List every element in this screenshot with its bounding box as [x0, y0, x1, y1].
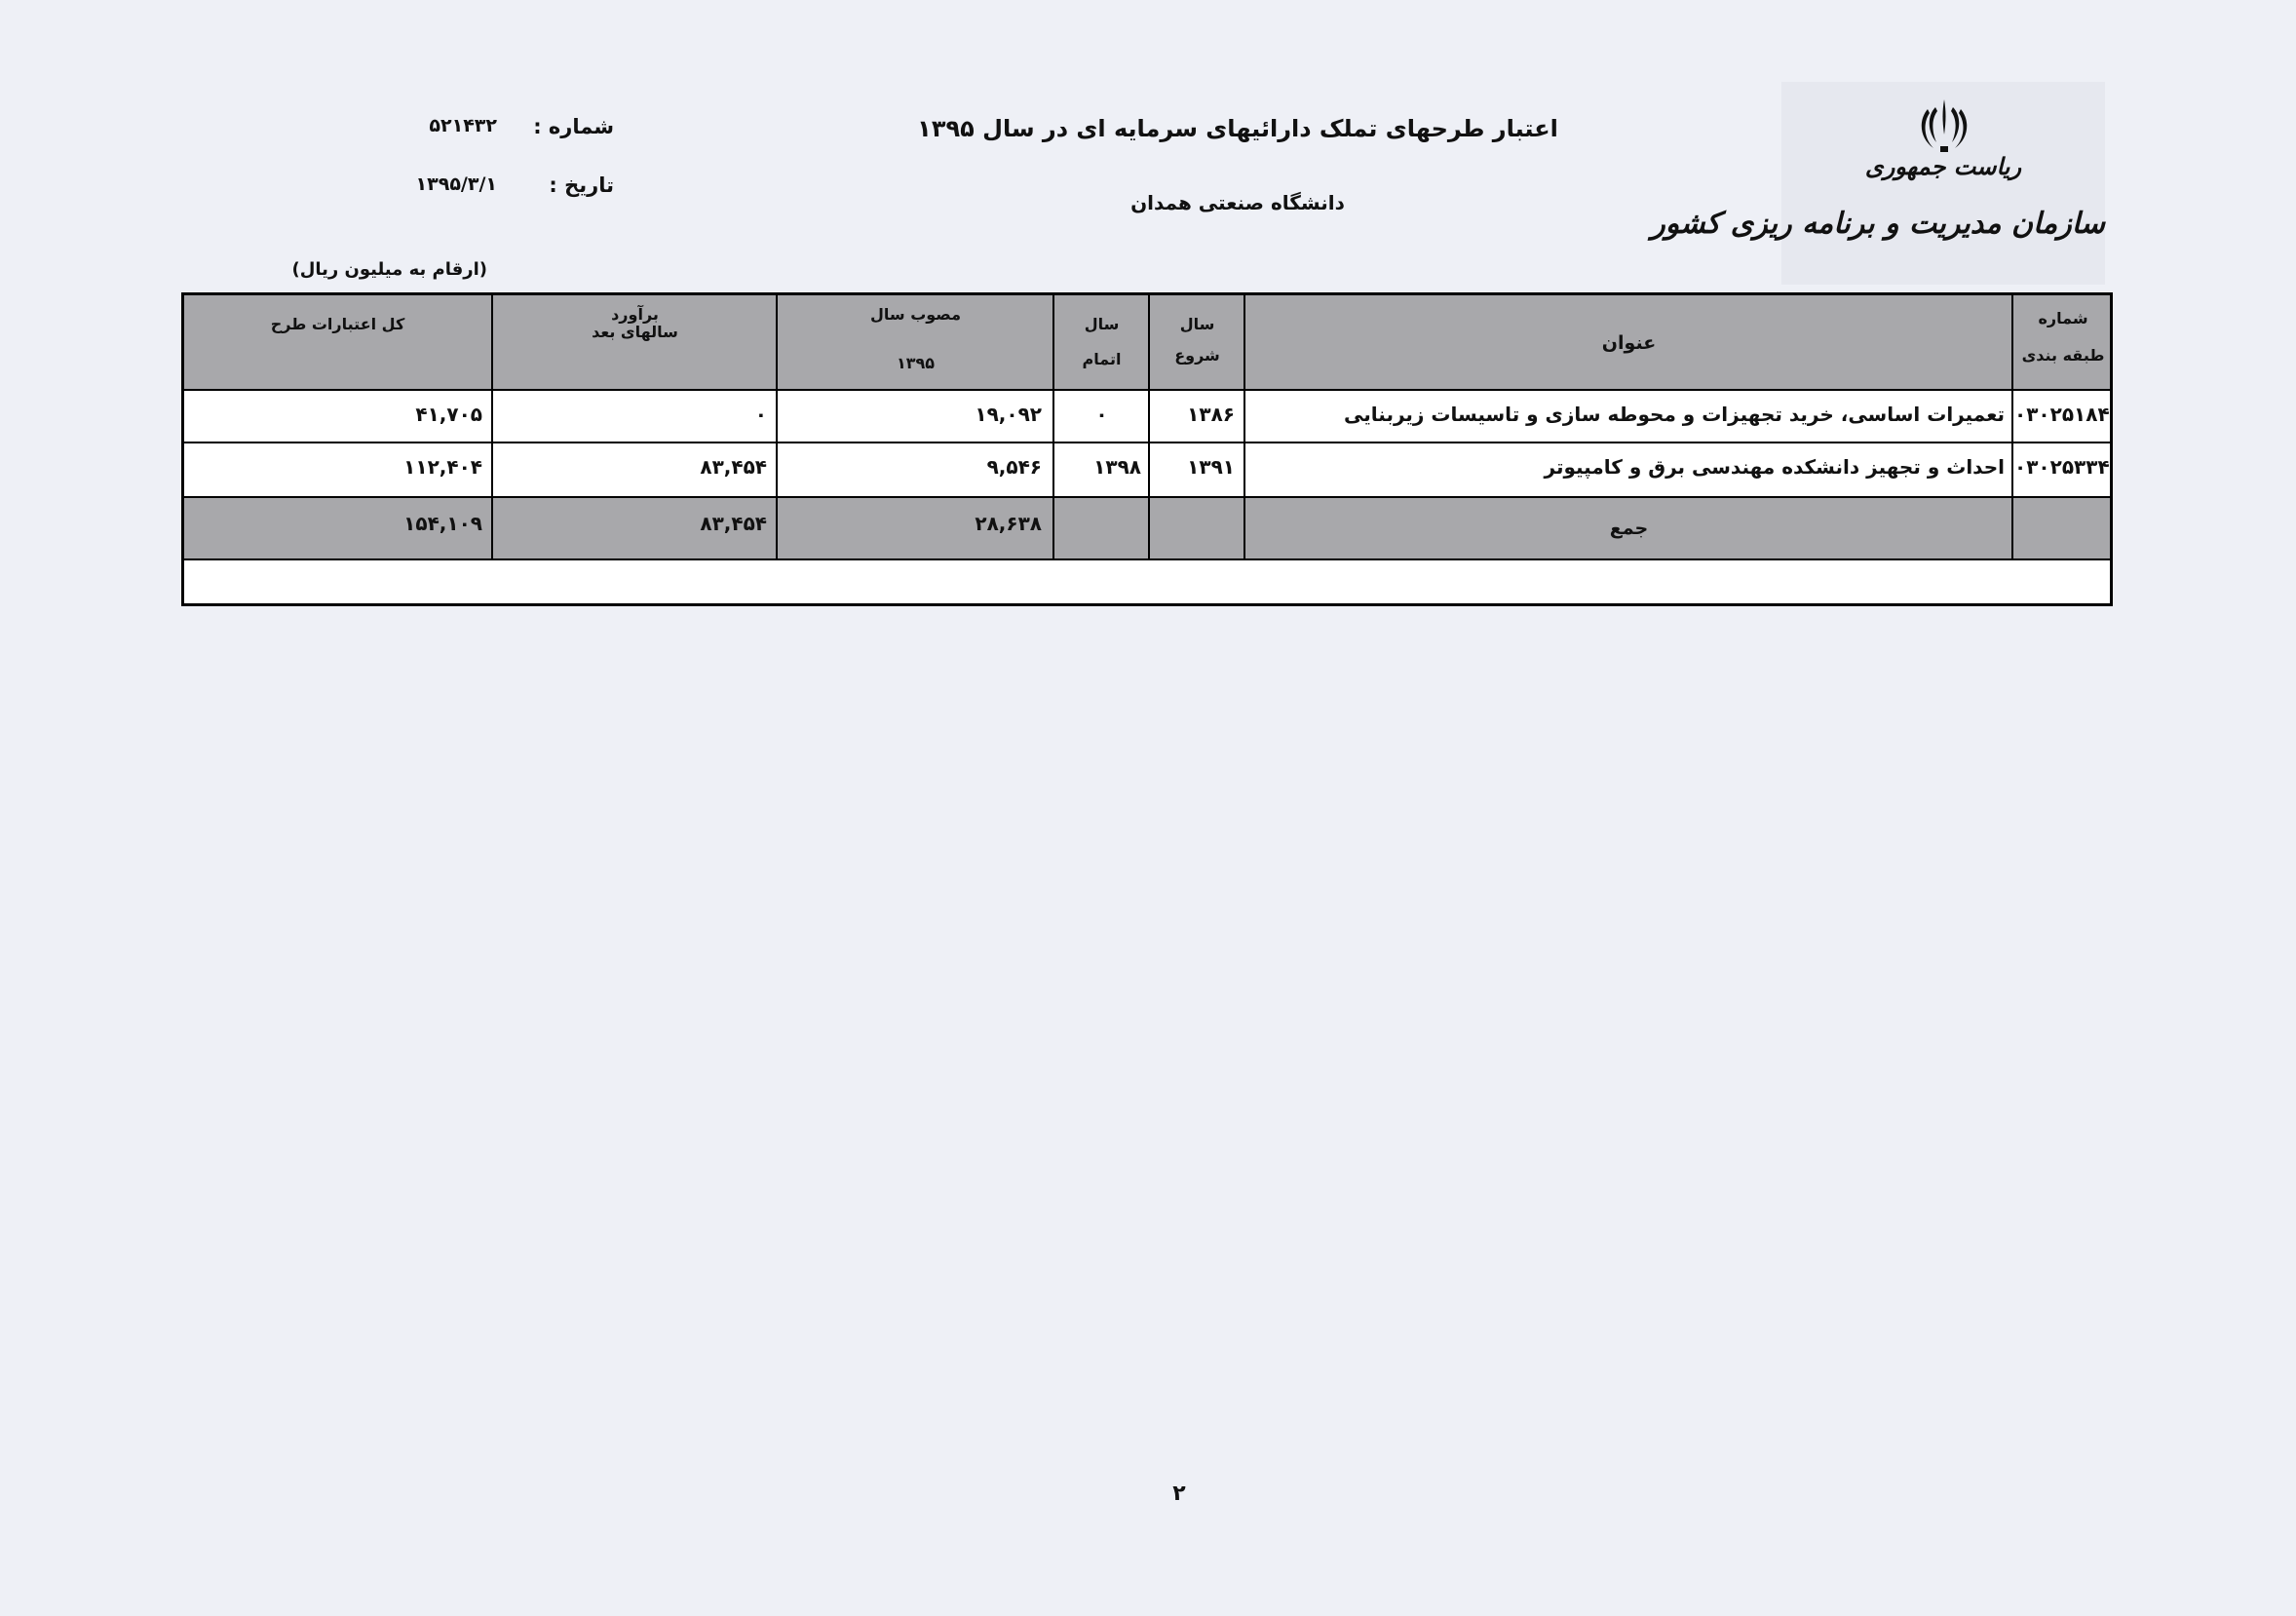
table-column-divider: [1052, 295, 1054, 560]
sum-total: ۱۵۴,۱۰۹: [403, 512, 482, 535]
number-label: شماره :: [533, 115, 614, 138]
row2-total: ۱۱۲,۴۰۴: [403, 455, 482, 479]
units-note: (ارقام به میلیون ریال): [291, 259, 487, 280]
row1-completion-year: ۰: [1095, 403, 1108, 426]
sum-estimate: ۸۳,۴۵۴: [700, 512, 767, 535]
header-start-year-line1: سال: [1179, 315, 1215, 333]
header-classification-line1: شماره: [2038, 309, 2088, 327]
page-subtitle: دانشگاه صنعتی همدان: [1130, 191, 1345, 214]
row1-title: تعمیرات اساسی، خرید تجهیزات و محوطه سازی و تاسیسات زیربنایی: [1344, 403, 2005, 426]
table-divider: [184, 496, 2110, 498]
page-title: اعتبار طرحهای تملک دارائیهای سرمایه ای در سال ۱۳۹۵: [917, 115, 1558, 142]
header-completion-year-line2: اتمام: [1082, 350, 1122, 368]
row2-approved: ۹,۵۴۶: [986, 455, 1042, 479]
row1-classification: ۰۳۰۲۵۱۸۴: [2014, 403, 2110, 426]
table-column-divider: [2011, 295, 2013, 560]
table-column-divider: [1244, 295, 1245, 560]
date-label: تاریخ :: [549, 173, 614, 197]
page-number: ۲: [1172, 1481, 1186, 1506]
presidency-label: ریاست جمهوری: [1864, 152, 2022, 180]
number-value: ۵۲۱۴۳۲: [429, 115, 497, 136]
row2-estimate: ۸۳,۴۵۴: [700, 455, 767, 479]
table-column-divider: [776, 295, 778, 560]
iran-emblem-icon: [1910, 92, 1978, 160]
row1-total: ۴۱,۷۰۵: [415, 403, 482, 426]
sum-approved: ۲۸,۶۳۸: [975, 512, 1042, 535]
row2-classification: ۰۳۰۲۵۳۳۴: [2014, 455, 2110, 479]
organization-logo: [1651, 82, 2105, 285]
table-divider: [184, 442, 2110, 443]
header-estimate-line1: برآورد: [611, 305, 659, 324]
table-column-divider: [491, 295, 493, 560]
header-estimate-line2: سالهای بعد: [592, 323, 678, 341]
sum-label: جمع: [1609, 518, 1649, 539]
header-approved-line2: ۱۳۹۵: [896, 354, 936, 372]
table-divider: [184, 558, 2110, 560]
table-column-divider: [1148, 295, 1150, 560]
row1-start-year: ۱۳۸۶: [1187, 403, 1235, 426]
table-divider: [184, 389, 2110, 391]
header-total: کل اعتبارات طرح: [270, 315, 405, 333]
row2-start-year: ۱۳۹۱: [1187, 455, 1235, 479]
header-start-year-line2: شروع: [1174, 346, 1220, 365]
header-approved-line1: مصوب سال: [870, 305, 961, 324]
row1-estimate: ۰: [754, 403, 767, 426]
date-value: ۱۳۹۵/۳/۱: [415, 173, 497, 195]
row2-completion-year: ۱۳۹۸: [1093, 455, 1141, 479]
header-classification-line2: طبقه بندی: [2021, 346, 2105, 365]
header-title: عنوان: [1601, 332, 1657, 354]
row2-title: احداث و تجهیز دانشکده مهندسی برق و کامپیوتر: [1544, 455, 2005, 479]
budget-table: [181, 292, 2113, 606]
organization-name: سازمان مدیریت و برنامه ریزی کشور: [1651, 207, 2105, 241]
header-completion-year-line1: سال: [1084, 315, 1120, 333]
row1-approved: ۱۹,۰۹۲: [975, 403, 1042, 426]
